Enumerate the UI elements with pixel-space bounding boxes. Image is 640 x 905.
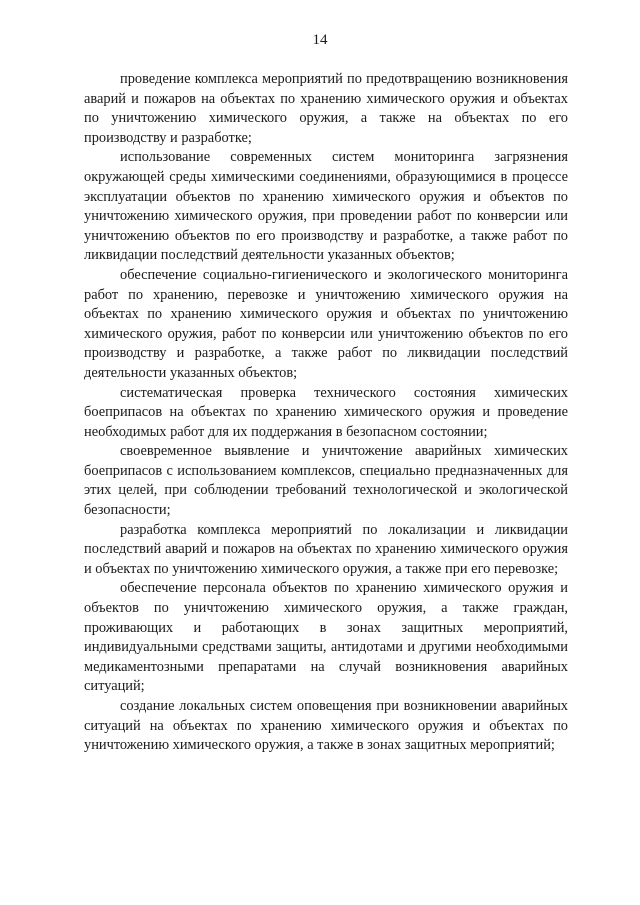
paragraph: обеспечение социально-гигиенического и экологического мониторинга работ по хранению, перевозке и уничтожению химического оружия на объектах по хранению химического оружия и объектах по уничтожению химического оружия, работ по конверсии или уничтожению объектов по его производству и разработке, а также работ по ликвидации последствий деятельности указанных объектов;: [84, 266, 568, 381]
paragraph: проведение комплекса мероприятий по предотвращению возникновения аварий и пожаров на объектах по хранению химического оружия и объектах по уничтожению химического оружия, а также на объектах по его производству и разработке;: [84, 71, 568, 146]
paragraph: обеспечение персонала объектов по хранению химического оружия и объектов по уничтожению химического оружия, а также граждан, проживающих и работающих в зонах защитных мероприятий, индивидуальными средствами защиты, антидотами и другими необходимыми медикаментозными препаратами на случай возникновения аварийных ситуаций;: [84, 580, 568, 695]
page-number: 14: [312, 32, 328, 48]
paragraph: своевременное выявление и уничтожение аварийных химических боеприпасов с использованием комплексов, специально предназначенных для этих целей, при соблюдении требований технологической и экологической безопасности;: [84, 443, 568, 519]
paragraph: использование современных систем мониторинга загрязнения окружающей среды химическими соединениями, образующимися в процессе эксплуатации объектов по хранению химического оружия и объектов по уничтожению химического оружия, при проведении работ по конверсии или уничтожению объектов по его производству и разработке, а также работ по ликвидации последствий деятельности указанных объектов;: [84, 149, 568, 264]
document-body: [84, 70, 568, 756]
paragraph: разработка комплекса мероприятий по локализации и ликвидации последствий аварий и пожаров на объектах по хранению химического оружия и объектах по уничтожению химического оружия, а также при его перевозке;: [84, 521, 568, 577]
paragraph: систематическая проверка технического состояния химических боеприпасов на объектах по хранению химического оружия и проведение необходимых работ для их поддержания в безопасном состоянии;: [84, 384, 568, 440]
paragraph: создание локальных систем оповещения при возникновении аварийных ситуаций на объектах по хранению химического оружия и объектах по уничтожению химического оружия, а также в зонах защитных мероприятий;: [84, 698, 568, 754]
